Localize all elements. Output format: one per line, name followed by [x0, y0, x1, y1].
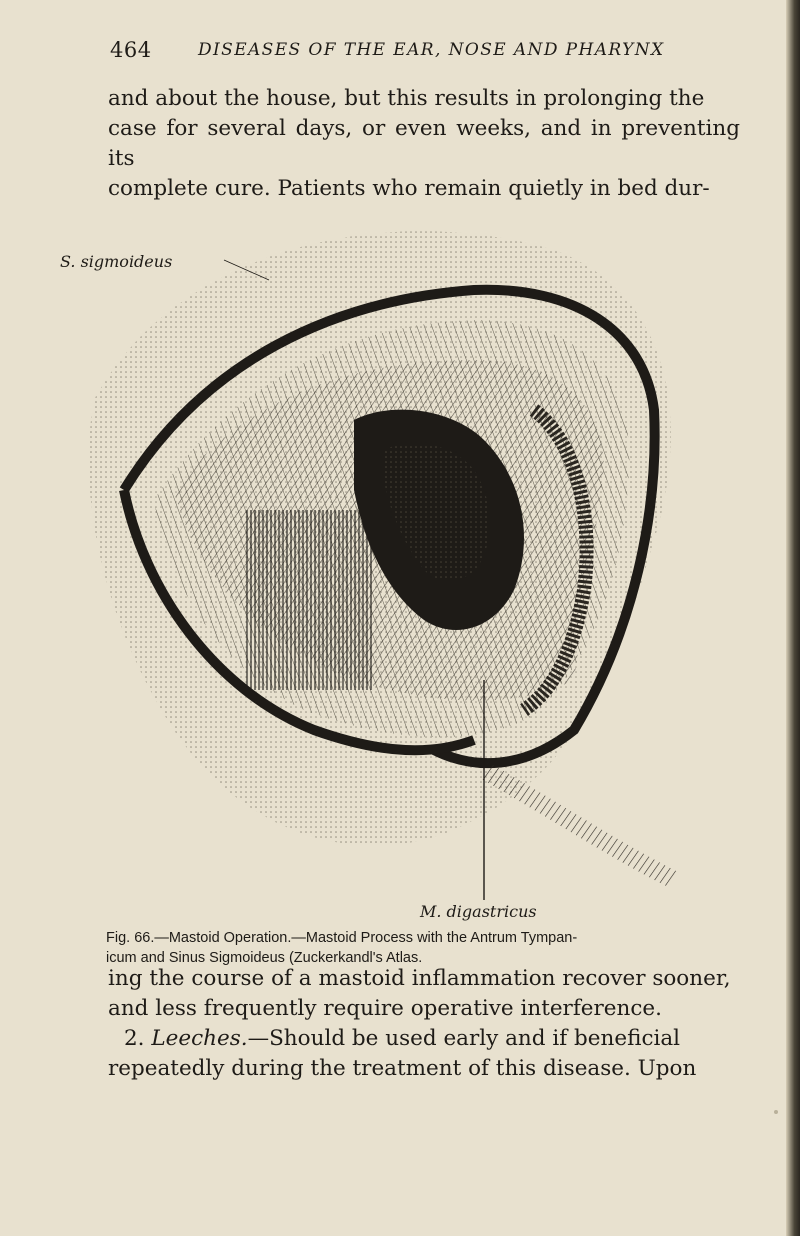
caption-line: Fig. 66.—Mastoid Operation.—Mastoid Process with the Antrum Tympan-: [106, 930, 578, 946]
text-line: and less frequently require operative interference.: [108, 996, 662, 1021]
page-edge-shadow: [786, 0, 800, 1236]
item-number: 2.: [124, 1026, 145, 1051]
paragraph-continued: [108, 84, 740, 204]
text-line: repeatedly during the treatment of this disease. Upon: [108, 1056, 697, 1081]
item-text: —Should be used early and if beneficial: [247, 1026, 681, 1051]
text-line: complete cure. Patients who remain quietly in bed dur-: [108, 176, 710, 201]
label-sinus-sigmoideus: S. sigmoideus: [60, 252, 173, 271]
caption-line: icum and Sinus Sigmoideus (Zuckerkandl's Atlas.: [106, 950, 423, 966]
mastoid-operation-illustration: [54, 210, 694, 910]
running-head: DISEASES OF THE EAR, NOSE AND PHARYNX: [198, 40, 665, 60]
numbered-item: [108, 1024, 740, 1054]
text-line: ing the course of a mastoid inflammation recover sooner,: [108, 966, 731, 991]
item-heading: Leeches.: [151, 1026, 248, 1051]
paragraph-main: [108, 964, 740, 1084]
page-header: [110, 38, 750, 68]
page-number: 464: [110, 38, 152, 62]
figure-caption: [106, 928, 746, 968]
text-line: case for several days, or even weeks, and in preventing its: [108, 116, 740, 171]
label-musculus-digastricus: M. digastricus: [420, 902, 537, 921]
paper-spot: [774, 1110, 778, 1114]
text-line: and about the house, but this results in prolonging the: [108, 86, 705, 111]
